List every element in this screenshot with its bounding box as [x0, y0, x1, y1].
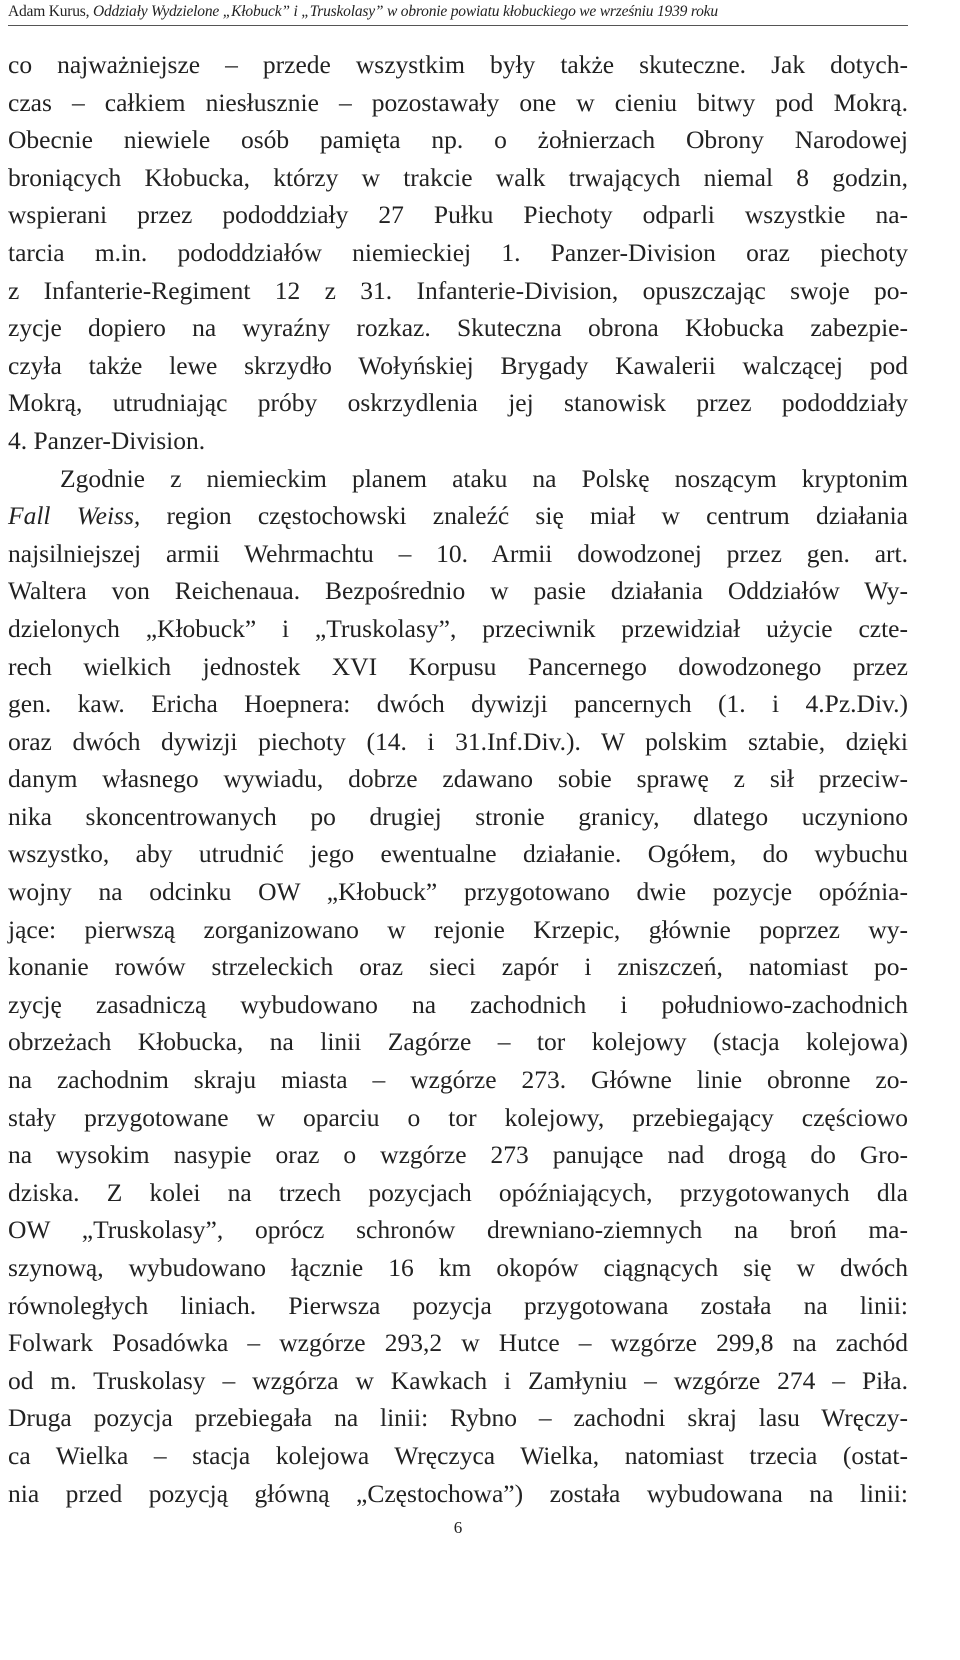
line-text: tarcia m.in. pododdziałów niemieckiej 1. Panzer-Division oraz piechoty — [8, 237, 908, 267]
text-line — [8, 798, 908, 836]
line-text: nika skoncentrowanych po drugiej stronie granicy, dlatego uczyniono — [8, 801, 908, 831]
text-line — [8, 685, 908, 723]
line-text: na zachodnim skraju miasta – wzgórze 273. Główne linie obronne zo- — [8, 1065, 908, 1095]
line-text: oraz dwóch dywizji piechoty (14. i 31.Inf.Div.). W polskim sztabie, dzięki — [8, 726, 908, 756]
text-line — [8, 1099, 908, 1137]
line-text: rech wielkich jednostek XVI Korpusu Pancernego dowodzonego przez — [8, 651, 908, 681]
text-line — [8, 760, 908, 798]
text-line — [8, 535, 908, 573]
line-text: stały przygotowane w oparciu o tor kolejowy, przebiegający częściowo — [8, 1102, 908, 1132]
text-line — [8, 572, 908, 610]
text-line — [8, 1362, 908, 1400]
text-line — [8, 84, 908, 122]
text-line — [8, 873, 908, 911]
text-line — [8, 46, 908, 84]
line-text: broniących Kłobucka, którzy w trakcie walk trwających niemal 8 godzin, — [8, 162, 908, 192]
line-text: nia przed pozycją główną „Częstochowa”) została wybudowana na linii: — [8, 1478, 908, 1508]
line-text: wojny na odcinku OW „Kłobuck” przygotowano dwie pozycje opóźnia- — [8, 877, 908, 907]
line-text: Mokrą, utrudniając próby oskrzydlenia jej stanowisk przez pododdziały — [8, 388, 908, 418]
text-line — [8, 911, 908, 949]
line-text: gen. kaw. Ericha Hoepnera: dwóch dywizji pancernych (1. i 4.Pz.Div.) — [8, 689, 908, 719]
line-text: konanie rowów strzeleckich oraz sieci zapór i zniszczeń, natomiast po- — [8, 952, 908, 982]
line-text: dzielonych „Kłobuck” i „Truskolasy”, przeciwnik przewidział użycie czte- — [8, 613, 908, 643]
text-line — [8, 422, 908, 460]
text-line — [8, 309, 908, 347]
body-text — [8, 46, 908, 1512]
line-text: Folwark Posadówka – wzgórze 293,2 w Hutce – wzgórze 299,8 na zachód — [8, 1328, 908, 1358]
text-line — [8, 234, 908, 272]
line-text: jące: pierwszą zorganizowano w rejonie Krzepic, głównie poprzez wy- — [8, 914, 908, 944]
line-text: równoległych liniach. Pierwsza pozycja przygotowana została na linii: — [8, 1290, 908, 1320]
text-line — [8, 1174, 908, 1212]
text-line — [8, 272, 908, 310]
line-text: Waltera von Reichenaua. Bezpośrednio w pasie działania Oddziałów Wy- — [8, 576, 908, 606]
line-text: czyła także lewe skrzydło Wołyńskiej Brygady Kawalerii walczącej pod — [8, 350, 908, 380]
text-line — [8, 1437, 908, 1475]
text-line — [8, 1023, 908, 1061]
italic-term: Fall Weiss, — [8, 501, 141, 531]
line-text: z Infanterie-Regiment 12 z 31. Infanterie-Division, opuszczając swoje po- — [8, 275, 908, 305]
text-line — [8, 1399, 908, 1437]
line-text: na wysokim nasypie oraz o wzgórze 273 panujące nad drogą do Gro- — [8, 1140, 908, 1170]
header-author: Adam Kurus, — [8, 3, 93, 20]
line-text: 4. Panzer-Division. — [8, 425, 206, 455]
line-text: obrzeżach Kłobucka, na linii Zagórze – tor kolejowy (stacja kolejowa) — [8, 1027, 908, 1057]
text-line — [8, 497, 908, 535]
line-text: zycję zasadniczą wybudowano na zachodnich i południowo-zachodnich — [8, 989, 908, 1019]
text-line — [8, 1324, 908, 1362]
line-text: szynową, wybudowano łącznie 16 km okopów ciągnących się w dwóch — [8, 1253, 908, 1282]
text-line — [8, 1211, 908, 1249]
header-title: Oddziały Wydzielone „Kłobuck” i „Truskolasy” w obronie powiatu kłobuckiego we wrześniu 1939 roku — [93, 3, 718, 20]
line-text: wszystko, aby utrudnić jego ewentualne działanie. Ogółem, do wybuchu — [8, 839, 908, 869]
text-line — [8, 1061, 908, 1099]
text-line — [8, 1287, 908, 1325]
text-line — [8, 648, 908, 686]
line-text: co najważniejsze – przede wszystkim były także skuteczne. Jak dotych- — [8, 50, 908, 79]
line-text: wspierani przez pododdziały 27 Pułku Piechoty odparli wszystkie na- — [8, 200, 908, 230]
line-text: od m. Truskolasy – wzgórza w Kawkach i Zamłyniu – wzgórze 274 – Piła. — [8, 1365, 908, 1395]
text-line — [8, 948, 908, 986]
text-line — [8, 384, 908, 422]
line-text: region częstochowski znaleźć się miał w centrum działania — [140, 501, 908, 531]
text-line — [8, 610, 908, 648]
text-line — [8, 1136, 908, 1174]
line-text: OW „Truskolasy”, oprócz schronów drewniano-ziemnych na broń ma- — [8, 1215, 908, 1245]
line-text: danym własnego wywiadu, dobrze zdawano sobie sprawę z sił przeciw- — [8, 764, 908, 794]
text-line — [8, 460, 908, 498]
line-text: Obecnie niewiele osób pamięta np. o żołnierzach Obrony Narodowej — [8, 125, 908, 155]
line-text: czas – całkiem niesłusznie – pozostawały one w cieniu bitwy pod Mokrą. — [8, 87, 908, 117]
line-text: dziska. Z kolei na trzech pozycjach opóźniających, przygotowanych dla — [8, 1177, 908, 1207]
text-line — [8, 347, 908, 385]
text-line — [8, 835, 908, 873]
page-number: 6 — [453, 1518, 463, 1537]
line-text: Druga pozycja przebiegała na linii: Rybno – zachodni skraj lasu Wręczy- — [8, 1403, 908, 1433]
text-line — [8, 196, 908, 234]
text-line — [8, 723, 908, 761]
text-line — [8, 1249, 908, 1287]
line-text: ca Wielka – stacja kolejowa Wręczyca Wielka, natomiast trzecia (ostat- — [8, 1440, 908, 1470]
text-line — [8, 159, 908, 197]
text-line — [8, 1475, 908, 1513]
running-header — [8, 2, 908, 26]
line-text: najsilniejszej armii Wehrmachtu – 10. Armii dowodzonej przez gen. art. — [8, 538, 908, 568]
text-line — [8, 121, 908, 159]
line-text: zycje dopiero na wyraźny rozkaz. Skuteczna obrona Kłobucka zabezpie- — [8, 313, 908, 343]
line-text: Zgodnie z niemieckim planem ataku na Polskę noszącym kryptonim — [60, 463, 908, 493]
text-line — [8, 986, 908, 1024]
